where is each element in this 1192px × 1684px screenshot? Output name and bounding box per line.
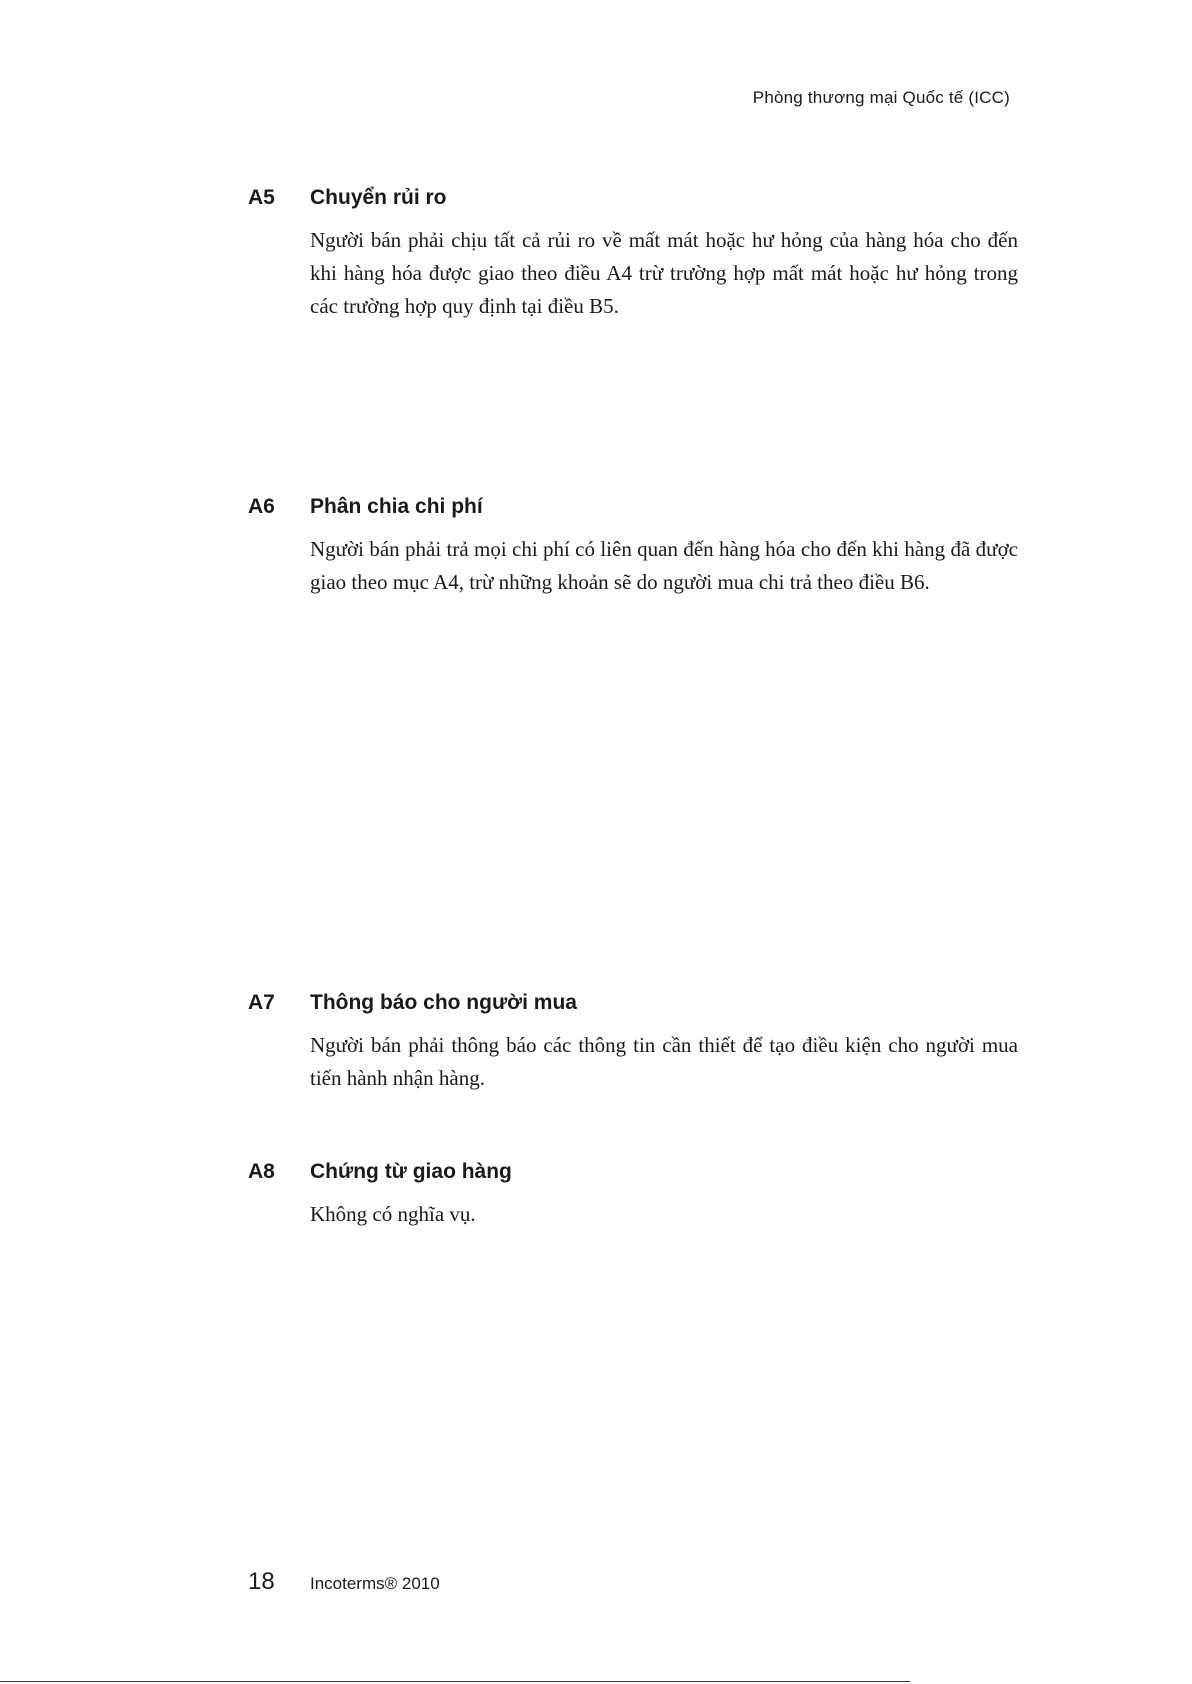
section-a6 [248, 495, 1018, 599]
page-number: 18 [248, 1568, 275, 1595]
section-title: Phân chia chi phí [310, 495, 483, 518]
section-body: Người bán phải trả mọi chi phí có liên quan đến hàng hóa cho đến khi hàng đã được giao theo mục A4, trừ những khoản sẽ do người mua chi trả theo điều B6. [310, 537, 1018, 594]
section-title: Chứng từ giao hàng [310, 1160, 512, 1183]
section-body: Người bán phải thông báo các thông tin cần thiết để tạo điều kiện cho người mua tiến hành nhận hàng. [310, 1033, 1018, 1090]
page-footer [248, 1568, 440, 1596]
section-body: Người bán phải chịu tất cả rủi ro về mất mát hoặc hư hỏng của hàng hóa cho đến khi hàng hóa được giao theo điều A4 trừ trường hợp mất mát hoặc hư hỏng trong các trường hợp quy định tại điều B5. [310, 228, 1018, 318]
section-code: A5 [248, 186, 275, 209]
section-code: A6 [248, 495, 275, 518]
section-heading [248, 1160, 1018, 1190]
section-heading [248, 186, 1018, 216]
footer-title: Incoterms® 2010 [310, 1574, 440, 1593]
section-a8 [248, 1160, 1018, 1231]
section-a5 [248, 186, 1018, 323]
section-code: A7 [248, 991, 275, 1014]
section-title: Chuyển rủi ro [310, 186, 447, 209]
section-code: A8 [248, 1160, 275, 1183]
section-body: Không có nghĩa vụ. [310, 1202, 476, 1226]
section-title: Thông báo cho người mua [310, 991, 577, 1014]
section-a7 [248, 991, 1018, 1095]
running-header: Phòng thương mại Quốc tế (ICC) [752, 88, 1010, 107]
section-heading [248, 495, 1018, 525]
bottom-divider [0, 1681, 910, 1682]
section-heading [248, 991, 1018, 1021]
